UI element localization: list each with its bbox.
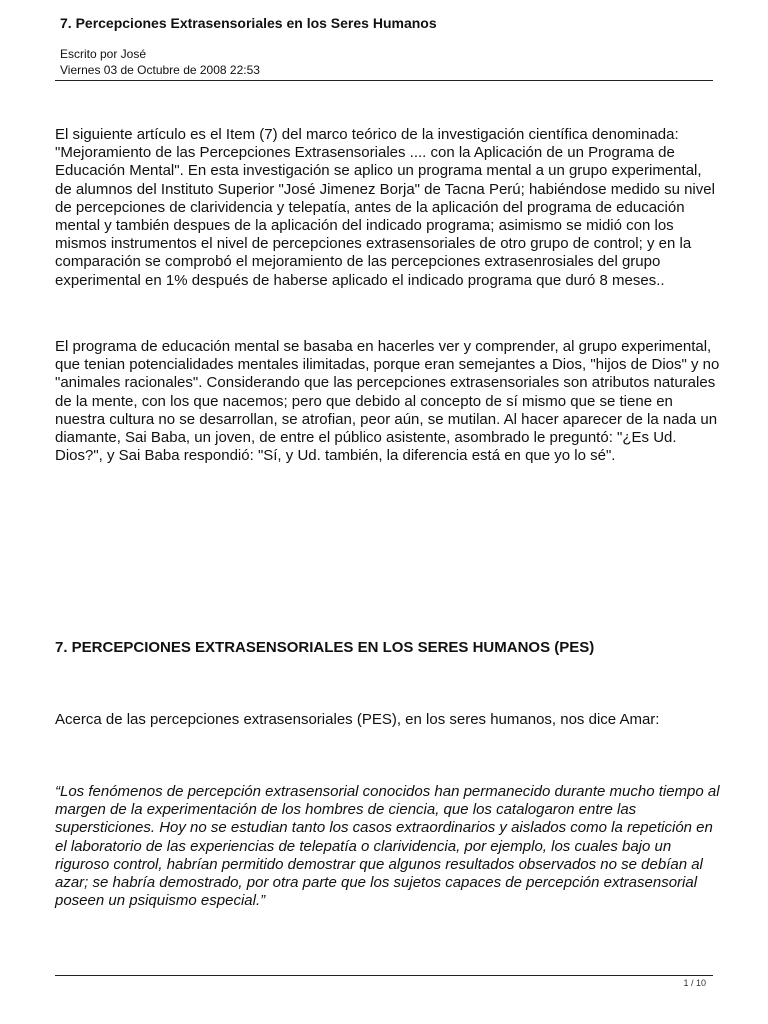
page-number: 1 / 10 bbox=[683, 978, 706, 988]
author-line: Escrito por José bbox=[60, 47, 147, 61]
page-title: 7. Percepciones Extrasensoriales en los Seres Humanos bbox=[60, 15, 437, 31]
paragraph-program: El programa de educación mental se basaba en hacerles ver y comprender, al grupo experimental, que tenian potencialidades mentales ilimitadas, porque eran semejantes a Dios, "hijos de Dios" y no "animales racionales". Considerando que las percepciones extrasensoriales son atributos naturales de la mente, con los que nacemos; pero que debido al concepto de sí mismo que se tiene en nuestra cultura no se desarrollan, se atrofian, peor aún, se mutilan. Al hacer aparecer de la nada un diamante, Sai Baba, un joven, de entre el público asistente, asombrado le preguntó: "¿Es Ud. Dios?", y Sai Baba respondió: "Sí, y Ud. también, la diferencia está en que yo lo sé". bbox=[55, 338, 720, 465]
section-heading: 7. PERCEPCIONES EXTRASENSORIALES EN LOS SERES HUMANOS (PES) bbox=[55, 639, 595, 656]
header-divider bbox=[55, 80, 713, 81]
paragraph-amar-intro: Acerca de las percepciones extrasensoriales (PES), en los seres humanos, nos dice Amar: bbox=[55, 711, 660, 728]
paragraph-intro: El siguiente artículo es el Item (7) del marco teórico de la investigación científica denominada: "Mejoramiento de las Percepciones Extrasensoriales .... con la Aplicación de un Programa de Educación Mental". En esta investigación se aplico un programa mental a un grupo experimental, de alumnos del Instituto Superior "José Jimenez Borja" de Tacna Perú; habiéndose medido su nivel de percepciones de clarividencia y telepatía, antes de la aplicación del programa de educación mental y también despues de la aplicación del indicado programa; asimismo se midió con los mismos instrumentos el nivel de percepciones extrasensoriales de otro grupo de control; y en la comparación se comprobó el mejoramiento de las percepciones extrasenrosiales del grupo experimental en 1% después de haberse aplicado el indicado programa que duró 8 meses.. bbox=[55, 126, 715, 289]
quote-block: “Los fenómenos de percepción extrasensorial conocidos han permanecido durante mucho tiempo al margen de la experimentación de los hombres de ciencia, que los catalogaron entre las supersticiones. Hoy no se estudian tanto los casos extraordinarios y aislados como la repetición en el laboratorio de las experiencias de telepatía o clarividencia, por ejemplo, los cuales bajo un riguroso control, habrían permitido demostrar que algunos resultados observados no se debían al azar; se habría demostrado, por otra parte que los sujetos capaces de percepción extrasensorial poseen un psiquismo especial.” bbox=[55, 783, 720, 910]
article-meta bbox=[60, 46, 260, 78]
footer-divider bbox=[55, 975, 713, 976]
date-line: Viernes 03 de Octubre de 2008 22:53 bbox=[60, 63, 260, 77]
